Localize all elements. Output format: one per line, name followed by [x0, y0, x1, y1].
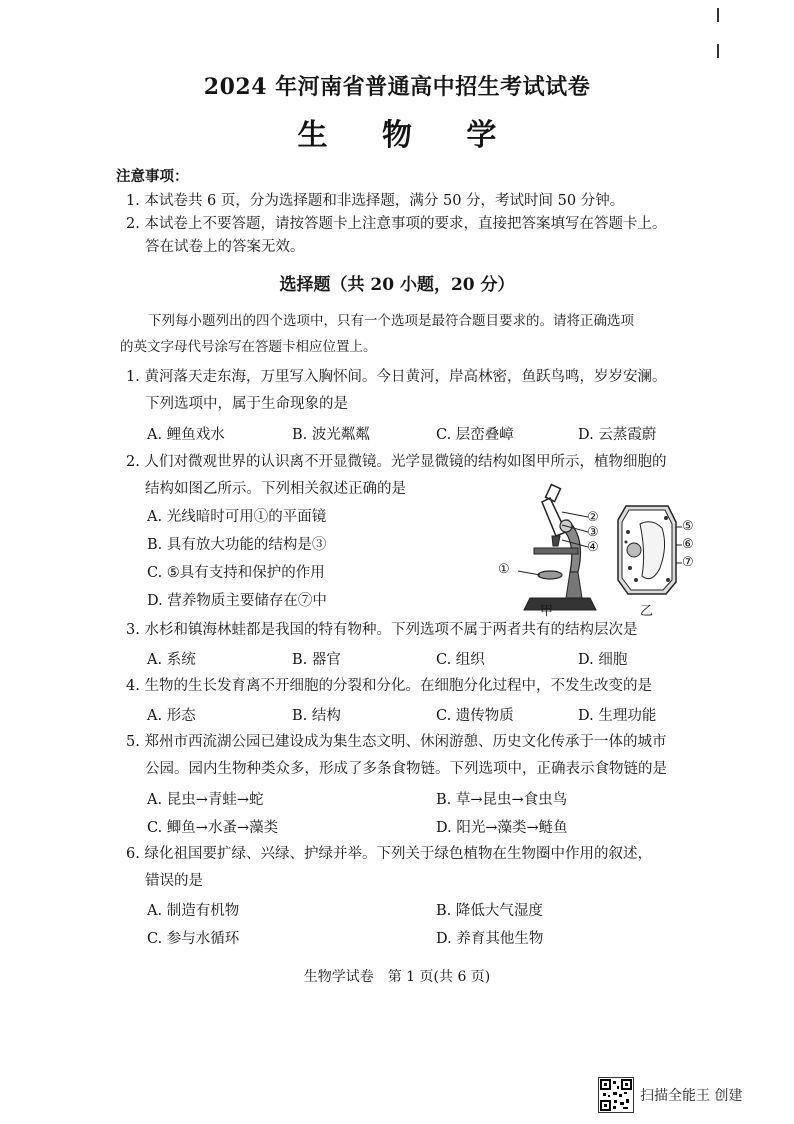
- notice-item: 2. 本试卷上不要答题，请按答题卡上注意事项的要求，直接把答案填写在答题卡上。: [126, 216, 667, 232]
- option-a: A. 制造有机物: [147, 903, 240, 919]
- notice-item: 1. 本试卷共 6 页，分为选择题和非选择题，满分 50 分，考试时间 50 分钟。: [126, 193, 625, 209]
- question-stem: 6. 绿化祖国要扩绿、兴绿、护绿并举。下列关于绿色植物在生物圈中作用的叙述，: [126, 846, 652, 862]
- option-d: D. 养育其他生物: [436, 931, 544, 947]
- cell-label: 乙: [640, 604, 654, 619]
- option-c: C. 层峦叠嶂: [436, 427, 514, 443]
- question-stem: 5. 郑州市西流湖公园已建设成为集生态文明、休闲游憩、历史文化传承于一体的城市: [126, 734, 667, 750]
- question-stem: 公园。园内生物种类众多，形成了多条食物链。下列选项中，正确表示食物链的是: [145, 761, 667, 777]
- exam-title: 2024 年河南省普通高中招生考试试卷: [203, 74, 591, 100]
- question-stem: 1. 黄河落天走东海，万里写入胸怀间。今日黄河，岸高林密，鱼跃鸟鸣，岁岁安澜。: [126, 369, 667, 385]
- callout-label: ②: [587, 510, 599, 525]
- option-c: C. 鲫鱼→水蚤→藻类: [147, 820, 279, 836]
- option-b: B. 波光粼粼: [292, 427, 370, 443]
- plant-cell-figure: [612, 502, 682, 598]
- qr-code: [598, 1077, 634, 1113]
- question-stem: 错误的是: [145, 873, 203, 889]
- option-b: B. 草→昆虫→食虫鸟: [436, 792, 568, 808]
- option-c: C. ⑤具有支持和保护的作用: [147, 565, 325, 581]
- option-d: D. 营养物质主要储存在⑦中: [147, 593, 327, 609]
- microscope-label: 甲: [540, 604, 554, 619]
- section-instructions: 下列每小题列出的四个选项中，只有一个选项是最符合题目要求的。请将正确选项: [148, 313, 634, 329]
- section-title: 选择题（共 20 小题，20 分）: [279, 275, 515, 295]
- notice-item: 答在试卷上的答案无效。: [145, 239, 305, 255]
- option-a: A. 系统: [147, 652, 196, 668]
- callout-label: ⑥: [682, 537, 694, 552]
- question-stem: 3. 水杉和镇海林蛙都是我国的特有物种。下列选项不属于两者共有的结构层次是: [126, 622, 638, 638]
- option-a: A. 形态: [147, 708, 196, 724]
- callout-label: ④: [587, 540, 599, 555]
- qr-code-icon: [599, 1078, 633, 1112]
- option-c: C. 组织: [436, 652, 485, 668]
- option-b: B. 器官: [292, 652, 341, 668]
- question-stem: 下列选项中，属于生命现象的是: [145, 396, 348, 412]
- section-instructions: 的英文字母代号涂写在答题卡相应位置上。: [120, 339, 377, 355]
- page-footer: 生物学试卷 第 1 页(共 6 页): [303, 969, 491, 985]
- option-a: A. 鲤鱼戏水: [147, 427, 225, 443]
- question-stem: 2. 人们对微观世界的认识离不开显微镜。光学显微镜的结构如图甲所示，植物细胞的: [126, 454, 667, 470]
- option-c: C. 参与水循环: [147, 931, 240, 947]
- question-stem: 结构如图乙所示。下列相关叙述正确的是: [145, 481, 406, 497]
- option-d: D. 生理功能: [578, 708, 657, 724]
- question-stem: 4. 生物的生长发育离不开细胞的分裂和分化。在细胞分化过程中，不发生改变的是: [126, 678, 652, 694]
- scanner-watermark: 扫描全能王 创建: [640, 1088, 743, 1104]
- notice-heading: 注意事项：: [116, 168, 189, 185]
- option-a: A. 昆虫→青蛙→蛇: [147, 792, 264, 808]
- exam-subject: 生 物 学: [297, 118, 519, 153]
- option-b: B. 结构: [292, 708, 341, 724]
- option-b: B. 降低大气湿度: [436, 903, 543, 919]
- option-c: C. 遗传物质: [436, 708, 514, 724]
- option-d: D. 阳光→藻类→鲢鱼: [436, 820, 568, 836]
- scan-mark: [717, 44, 719, 58]
- callout-label: ③: [587, 525, 599, 540]
- option-d: D. 细胞: [578, 652, 628, 668]
- callout-label: ①: [498, 562, 510, 577]
- option-d: D. 云蒸霞蔚: [578, 427, 657, 443]
- plant-cell-drawing: [612, 502, 682, 598]
- scan-mark: [717, 8, 719, 22]
- callout-label: ⑦: [682, 555, 694, 570]
- option-a: A. 光线暗时可用①的平面镜: [147, 509, 327, 525]
- callout-label: ⑤: [682, 519, 694, 534]
- option-b: B. 具有放大功能的结构是③: [147, 537, 327, 553]
